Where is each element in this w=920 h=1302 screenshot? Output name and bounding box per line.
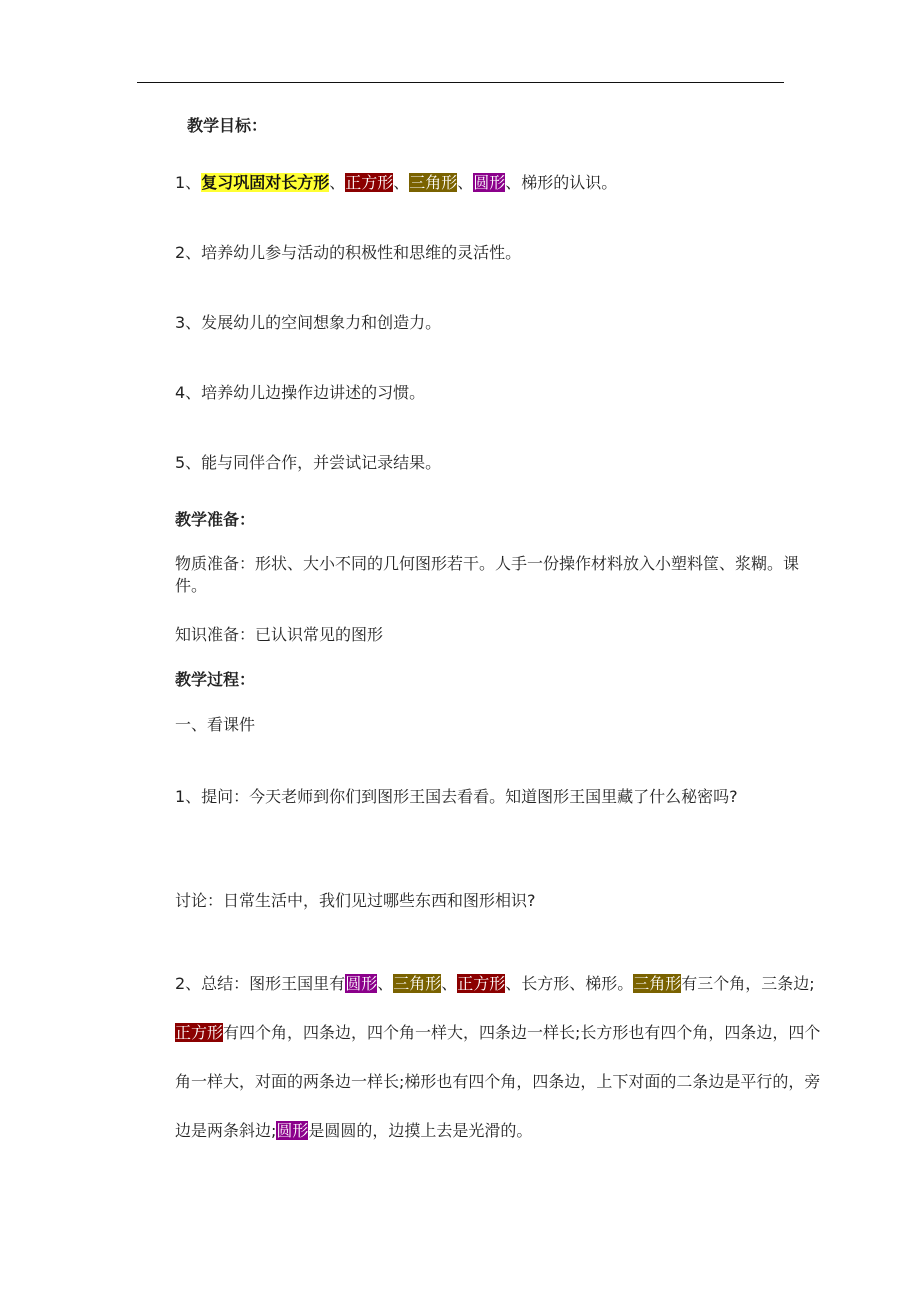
highlight-circle: 圆形 — [473, 173, 506, 192]
question-paragraph: 1、提问：今天老师到你们到图形王国去看看。知道图形王国里藏了什么秘密吗? — [175, 787, 738, 806]
highlight-square: 正方形 — [345, 173, 394, 192]
highlight-square: 正方形 — [175, 1023, 224, 1042]
objectives-heading: 教学目标： — [187, 116, 268, 135]
summary-text: 、 — [377, 974, 394, 993]
objective-item-3: 3、发展幼儿的空间想象力和创造力。 — [175, 313, 442, 332]
summary-text: 是圆圆的，边摸上去是光滑的。 — [308, 1121, 533, 1140]
highlight-triangle: 三角形 — [393, 974, 442, 993]
process-heading: 教学过程： — [175, 670, 256, 689]
summary-paragraph — [137, 959, 825, 1155]
knowledge-preparation: 知识准备：已认识常见的图形 — [175, 625, 384, 644]
preparation-heading: 教学准备： — [175, 510, 256, 529]
objective-1-prefix: 1、 — [175, 173, 202, 192]
summary-text: 、长方形、梯形。 — [505, 974, 634, 993]
highlight-circle: 圆形 — [345, 974, 378, 993]
header-rule — [137, 82, 784, 83]
highlight-triangle: 三角形 — [633, 974, 682, 993]
summary-text: 有三个角，三条边; — [681, 974, 815, 993]
summary-text: 、 — [441, 974, 458, 993]
objective-item-1 — [175, 172, 617, 194]
separator: 、 — [457, 173, 474, 192]
objective-item-4: 4、培养幼儿边操作边讲述的习惯。 — [175, 383, 426, 402]
separator: 、 — [329, 173, 346, 192]
highlight-triangle: 三角形 — [409, 173, 458, 192]
objective-1-suffix: 、梯形的认识。 — [505, 173, 618, 192]
highlight-rectangle-review: 复习巩固对长方形 — [201, 173, 330, 192]
section-one-title: 一、看课件 — [175, 715, 256, 734]
objective-item-5: 5、能与同伴合作，并尝试记录结果。 — [175, 453, 442, 472]
separator: 、 — [393, 173, 410, 192]
summary-text: 2、总结：图形王国里有 — [175, 974, 346, 993]
highlight-square: 正方形 — [457, 974, 506, 993]
objective-item-2: 2、培养幼儿参与活动的积极性和思维的灵活性。 — [175, 243, 522, 262]
highlight-circle: 圆形 — [276, 1121, 309, 1140]
discussion-line: 讨论：日常生活中，我们见过哪些东西和图形相识? — [175, 891, 536, 910]
summary-text: 有四个角，四条边，四个角一样大，四条边一样长;长方形也有四个角，四条边，四个角一样大，对面的两条边一样长;梯形也有四个角，四条边，上下对面的二条边是平行的，旁边是两条斜边; — [175, 1023, 821, 1140]
material-preparation: 物质准备：形状、大小不同的几何图形若干。人手一份操作材料放入小塑料筐、浆糊。课件。 — [175, 554, 800, 595]
